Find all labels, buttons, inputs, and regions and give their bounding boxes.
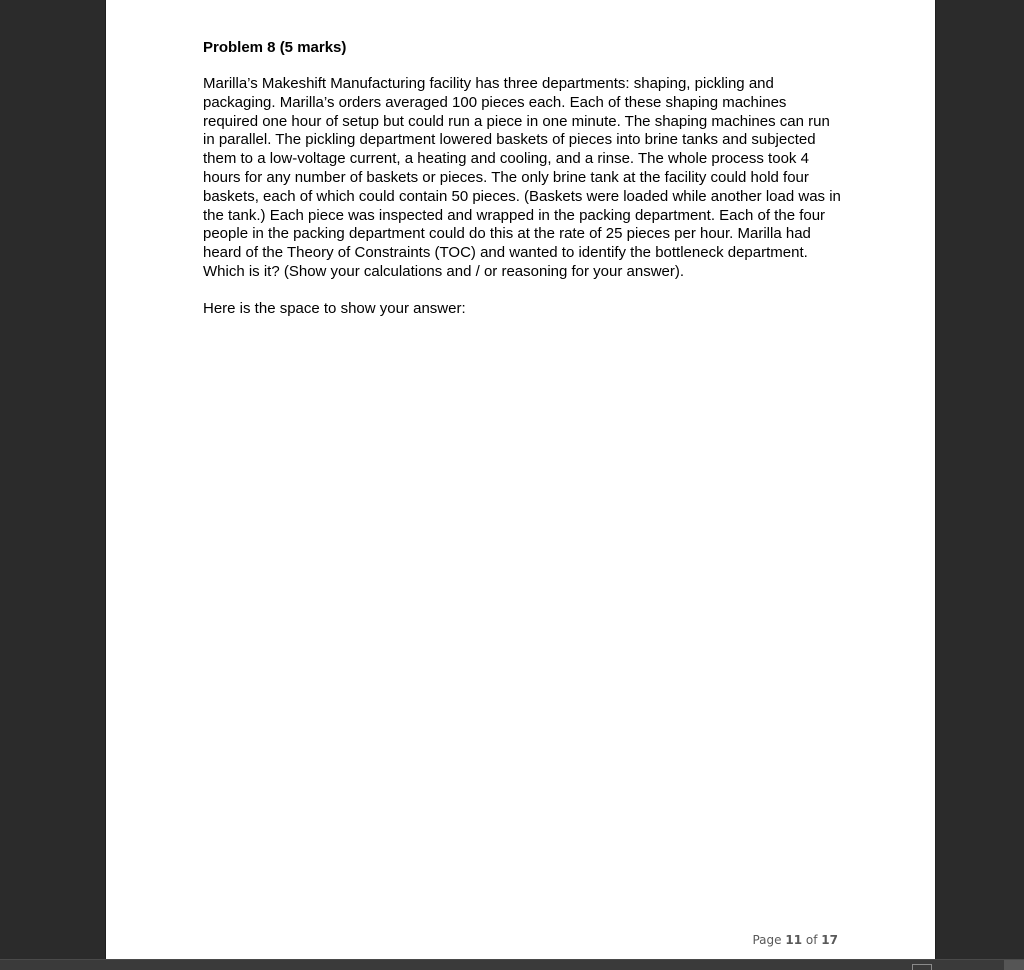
problem-text: Marilla’s Makeshift Manufacturing facility has three departments: shaping, pickling and packaging. Marilla’s orders averaged 100 pieces each. Each of these shaping machines required one hour of setup but could run a piece in one minute. The shaping machines can run in parallel. The pickling department lowered baskets of pieces into brine tanks and subjected them to a low-voltage current, a heating and cooling, and a rinse. The whole process took 4 hours for any number of baskets or pieces. The only brine tank at the facility could hold four baskets, each of which could contain 50 pieces. (Baskets were loaded while another load was in the tank.) Each piece was inspected and wrapped in the packing department. Each of the four people in the packing department could do this at the rate of 25 pieces per hour. Marilla had heard of the Theory of Constraints (TOC) and wanted to identify the bottleneck department. Which is it? (Show your calculations and / or reasoning for your answer). [203, 75, 841, 280]
answer-prompt: Here is the space to show your answer: [203, 299, 466, 317]
total-pages-number: 17 [821, 933, 838, 947]
page-label: Page [752, 933, 782, 947]
layout-view-icon[interactable] [912, 964, 932, 970]
current-page-number: 11 [785, 933, 803, 947]
answer-area[interactable] [203, 337, 843, 897]
resize-grip-icon[interactable] [1004, 960, 1024, 970]
of-label: of [805, 933, 818, 947]
document-page [105, 0, 936, 959]
page-number-footer [752, 933, 838, 947]
problem-heading: Problem 8 (5 marks) [203, 39, 347, 56]
page-content [203, 38, 843, 915]
status-bar [0, 959, 1024, 970]
